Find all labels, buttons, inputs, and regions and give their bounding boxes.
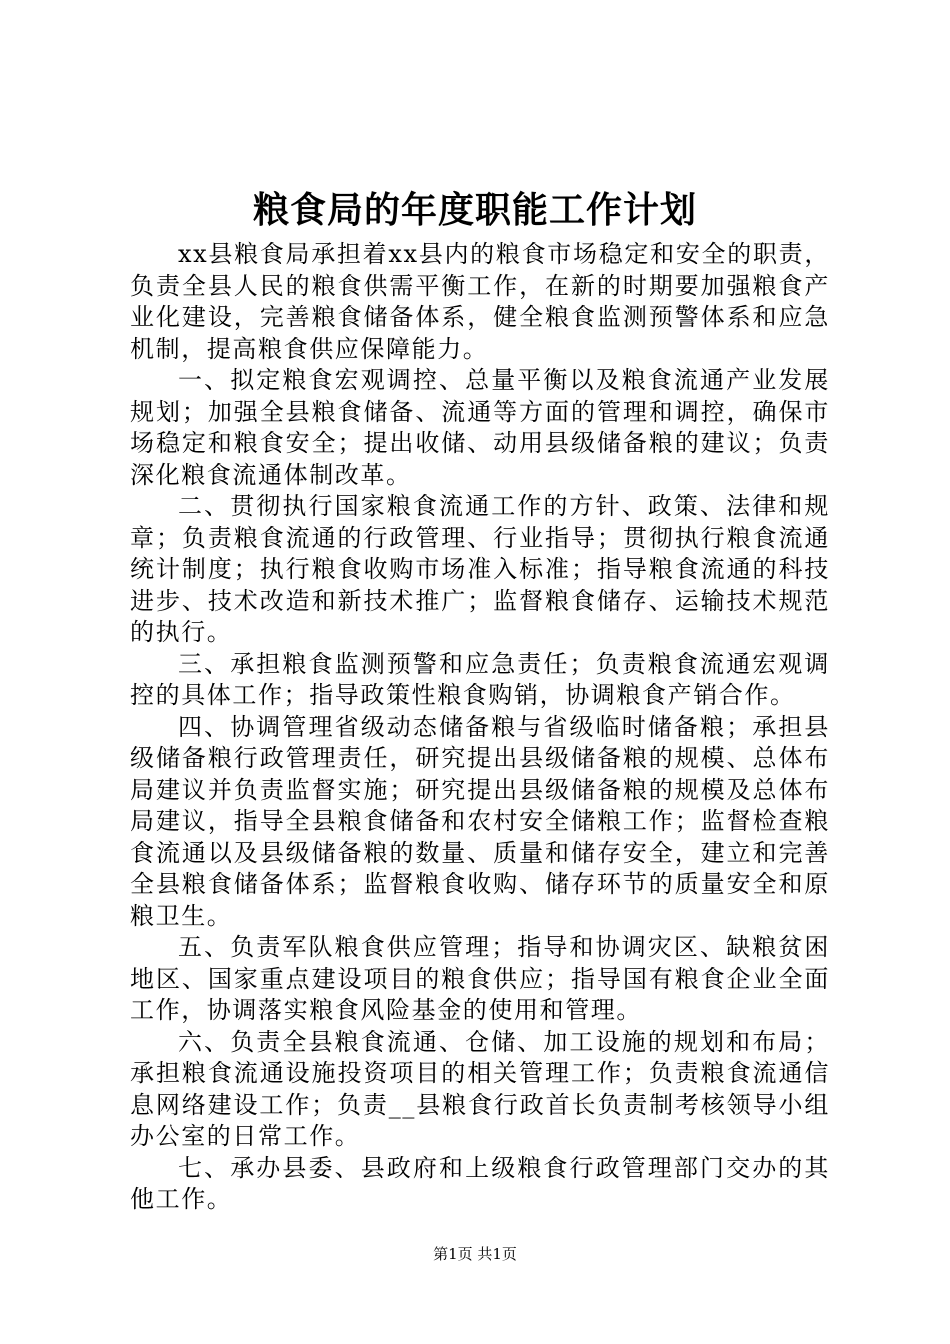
- paragraph-item-5: 五、负责军队粮食供应管理；指导和协调灾区、缺粮贫困地区、国家重点建设项目的粮食供应；指导国有粮食企业全面工作，协调落实粮食风险基金的使用和管理。: [130, 933, 830, 1024]
- document-title: 粮食局的年度职能工作计划: [252, 189, 697, 231]
- page-number-footer: 第1页 共1页: [433, 1245, 517, 1263]
- paragraph-item-2: 二、贯彻执行国家粮食流通工作的方针、政策、法律和规章；负责粮食流通的行政管理、行业指导；贯彻执行粮食流通统计制度；执行粮食收购市场准入标准；指导粮食流通的科技进步、技术改造和新技术推广；监督粮食储存、运输技术规范的执行。: [130, 492, 830, 646]
- paragraph-item-1: 一、拟定粮食宏观调控、总量平衡以及粮食流通产业发展规划；加强全县粮食储备、流通等方面的管理和调控，确保市场稳定和粮食安全；提出收储、动用县级储备粮的建议；负责深化粮食流通体制改革。: [130, 366, 830, 489]
- paragraph-item-3: 三、承担粮食监测预警和应急责任；负责粮食流通宏观调控的具体工作；指导政策性粮食购销，协调粮食产销合作。: [130, 649, 830, 709]
- document-body: [130, 239, 830, 1216]
- paragraph-item-6: 六、负责全县粮食流通、仓储、加工设施的规划和布局；承担粮食流通设施投资项目的相关管理工作；负责粮食流通信息网络建设工作；负责__县粮食行政首长负责制考核领导小组办公室的日常工作。: [130, 1027, 830, 1150]
- paragraph-intro: xx县粮食局承担着xx县内的粮食市场稳定和安全的职责，负责全县人民的粮食供需平衡工作，在新的时期要加强粮食产业化建设，完善粮食储备体系，健全粮食监测预警体系和应急机制，提高粮食供应保障能力。: [130, 240, 830, 363]
- paragraph-item-7: 七、承办县委、县政府和上级粮食行政管理部门交办的其他工作。: [130, 1153, 830, 1213]
- paragraph-item-4: 四、协调管理省级动态储备粮与省级临时储备粮；承担县级储备粮行政管理责任，研究提出县级储备粮的规模、总体布局建议并负责监督实施；研究提出县级储备粮的规模及总体布局建议，指导全县粮食储备和农村安全储粮工作；监督检查粮食流通以及县级储备粮的数量、质量和储存安全，建立和完善全县粮食储备体系；监督粮食收购、储存环节的质量安全和原粮卫生。: [130, 712, 830, 930]
